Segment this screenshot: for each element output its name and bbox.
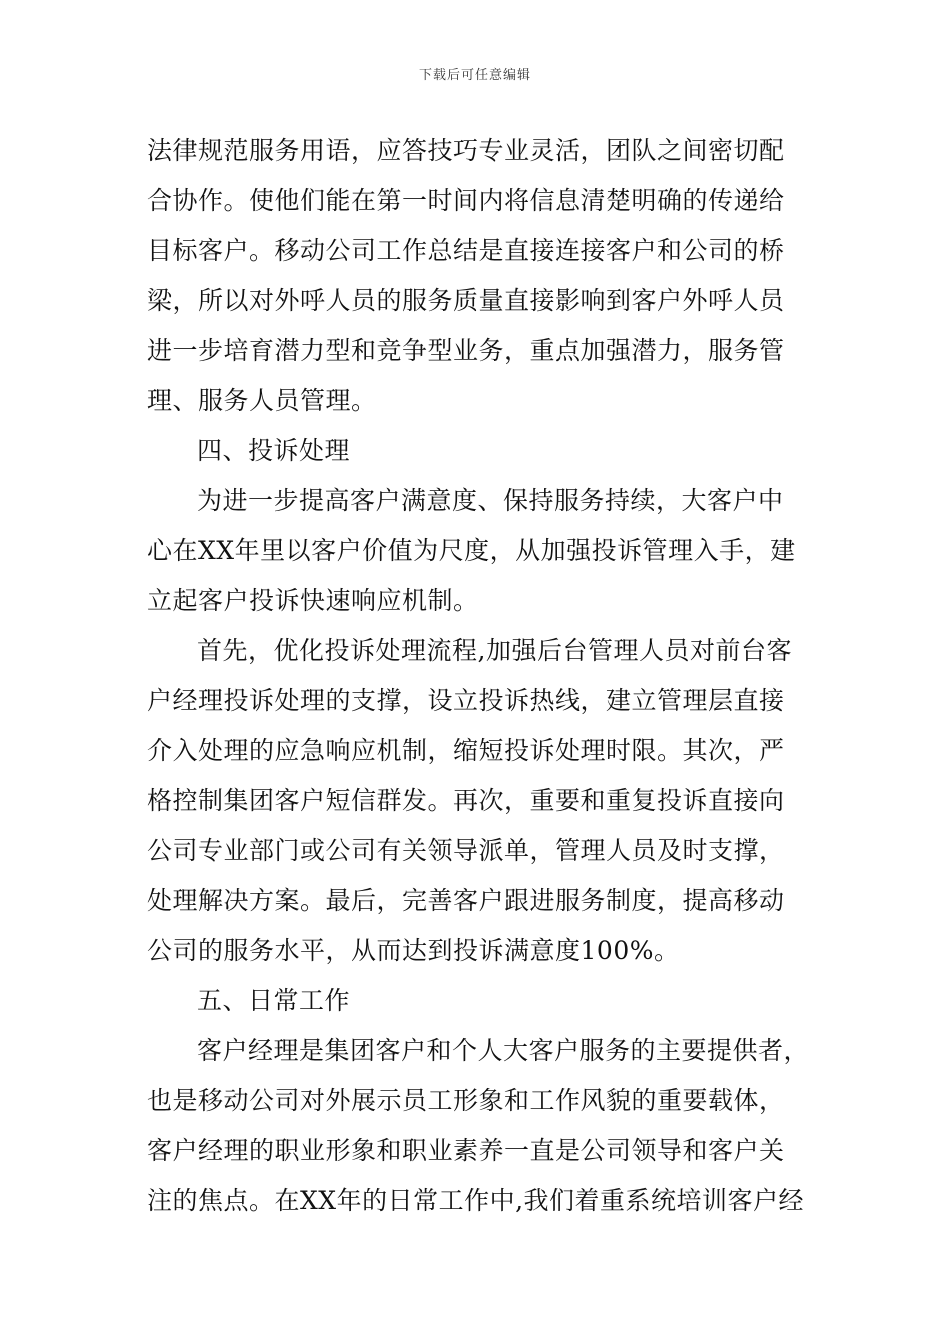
text-line: 注的焦点。在XX年的日常工作中,我们着重系统培训客户经 — [147, 1186, 805, 1215]
text-line: 四、投诉处理 — [197, 436, 351, 465]
text-line: 心在XX年里以客户价值为尺度，从加强投诉管理入手，建 — [147, 536, 796, 565]
text-line: 客户经理是集团客户和个人大客户服务的主要提供者， — [197, 1036, 810, 1065]
text-line: 处理解决方案。最后，完善客户跟进服务制度，提高移动 — [147, 886, 785, 915]
text-line: 立起客户投诉快速响应机制。 — [147, 586, 479, 615]
text-line: 公司专业部门或公司有关领导派单，管理人员及时支撑， — [147, 836, 785, 865]
text-line: 首先，优化投诉处理流程,加强后台管理人员对前台客 — [197, 636, 792, 665]
text-line: 理、服务人员管理。 — [147, 386, 377, 415]
text-line: 法律规范服务用语，应答技巧专业灵活，团队之间密切配 — [147, 136, 785, 165]
text-line: 公司的服务水平，从而达到投诉满意度100%。 — [147, 936, 680, 965]
text-line: 也是移动公司对外展示员工形象和工作风貌的重要载体， — [147, 1086, 785, 1115]
text-line: 进一步培育潜力型和竞争型业务，重点加强潜力，服务管 — [147, 336, 785, 365]
body-text — [147, 126, 810, 1226]
text-line: 介入处理的应急响应机制，缩短投诉处理时限。其次，严 — [147, 736, 785, 765]
page-header: 下载后可任意编辑 — [418, 68, 531, 83]
text-line: 格控制集团客户短信群发。再次，重要和重复投诉直接向 — [147, 786, 785, 815]
text-line: 客户经理的职业形象和职业素养一直是公司领导和客户关 — [147, 1136, 785, 1165]
text-line: 梁，所以对外呼人员的服务质量直接影响到客户外呼人员 — [147, 286, 785, 315]
text-line: 户经理投诉处理的支撑，设立投诉热线，建立管理层直接 — [147, 686, 785, 715]
text-line: 合协作。使他们能在第一时间内将信息清楚明确的传递给 — [147, 186, 785, 215]
text-line: 五、日常工作 — [197, 986, 351, 1015]
text-line: 目标客户。移动公司工作总结是直接连接客户和公司的桥 — [147, 236, 785, 265]
text-line: 为进一步提高客户满意度、保持服务持续，大客户中 — [197, 486, 784, 515]
